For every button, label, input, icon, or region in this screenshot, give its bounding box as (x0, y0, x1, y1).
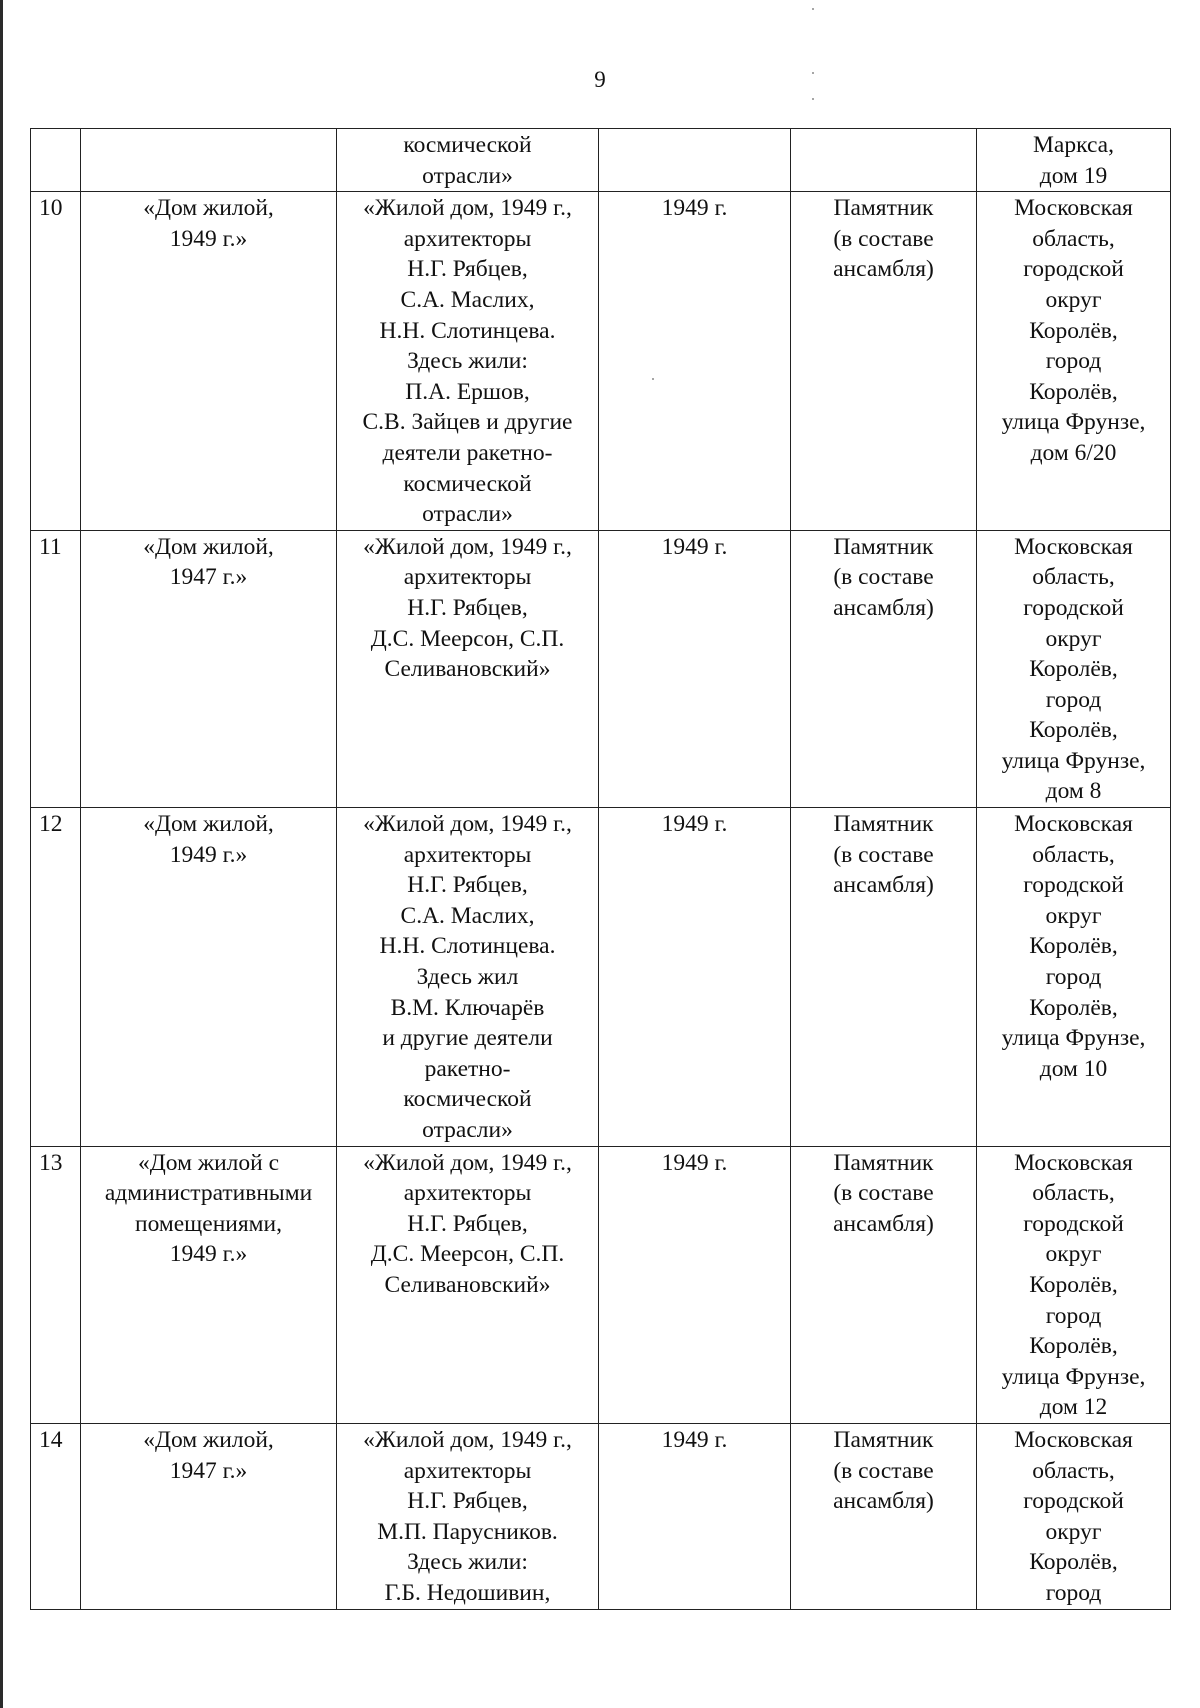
category-cell (791, 1146, 977, 1423)
dating-cell (599, 530, 791, 807)
object-name-line: 1949 г.» (169, 841, 248, 868)
address-line: область, (1032, 1180, 1115, 1207)
address-line: Королёв, (1029, 656, 1118, 683)
address-line: округ (1045, 625, 1102, 652)
address-line: дом 8 (1045, 778, 1102, 805)
historical-name-line: Д.С. Меерсон, С.П. (370, 625, 565, 652)
address-line: город (1045, 686, 1102, 713)
address-line: дом 19 (1039, 162, 1108, 189)
row-number-cell (31, 808, 81, 1147)
monuments-table (30, 128, 1171, 1610)
historical-name-line: «Жилой дом, 1949 г., (363, 1426, 572, 1453)
historical-name-line: Н.Г. Рябцев, (407, 594, 528, 621)
address-line: Королёв, (1029, 1271, 1118, 1298)
address-line: Московская (1014, 195, 1133, 222)
historical-name-cell (337, 129, 599, 192)
address-line: улица Фрунзе, (1001, 1025, 1146, 1052)
historical-name-line: Г.Б. Недошивин, (384, 1579, 551, 1606)
address-line: область, (1032, 564, 1115, 591)
category-line: Памятник (833, 1426, 934, 1453)
historical-name-line: ракетно- (424, 1055, 511, 1082)
historical-name-line: В.М. Ключарёв (390, 994, 545, 1021)
category-line: (в составе (833, 1457, 934, 1484)
address-line: округ (1045, 1518, 1102, 1545)
row-number-cell (31, 129, 81, 192)
category-line: ансамбля) (833, 256, 934, 283)
table-row (31, 129, 1171, 192)
row-number-cell (31, 1146, 81, 1423)
address-line: улица Фрунзе, (1001, 409, 1146, 436)
category-line: (в составе (833, 564, 934, 591)
object-name-line: помещениями, (135, 1210, 282, 1237)
historical-name-line: космической (403, 470, 532, 497)
row-number: 14 (39, 1426, 63, 1453)
historical-name-cell (337, 1423, 599, 1609)
historical-name-line: П.А. Ершов, (405, 378, 530, 405)
address-line: Московская (1014, 533, 1133, 560)
category-line: Памятник (833, 195, 934, 222)
historical-name-line: и другие деятели (382, 1025, 553, 1052)
object-name-line: «Дом жилой, (143, 1426, 274, 1453)
row-number: 12 (39, 811, 63, 838)
address-line: городской (1023, 256, 1124, 283)
address-line: Московская (1014, 1426, 1133, 1453)
table-row (31, 1146, 1171, 1423)
address-line: округ (1045, 1241, 1102, 1268)
address-line: улица Фрунзе, (1001, 747, 1146, 774)
address-line: дом 6/20 (1030, 439, 1117, 466)
object-name-cell (81, 129, 337, 192)
address-line: городской (1023, 872, 1124, 899)
address-line: Королёв, (1029, 1333, 1118, 1360)
dating-cell (599, 129, 791, 192)
scan-left-border (0, 0, 3, 1708)
historical-name-line: космической (403, 132, 532, 158)
address-line: Королёв, (1029, 317, 1118, 344)
row-number-cell (31, 192, 81, 531)
historical-name-cell (337, 530, 599, 807)
table-row (31, 530, 1171, 807)
address-cell (977, 1146, 1171, 1423)
address-line: округ (1045, 286, 1102, 313)
object-name-line: 1947 г.» (169, 564, 248, 591)
historical-name-line: космической (403, 1086, 532, 1113)
scan-speck (812, 8, 814, 10)
historical-name-line: Н.Г. Рябцев, (407, 872, 528, 899)
address-line: дом 10 (1039, 1055, 1108, 1082)
category-line: Памятник (833, 1149, 934, 1176)
category-line: ансамбля) (833, 1210, 934, 1237)
address-line: город (1045, 1579, 1102, 1606)
historical-name-cell (337, 192, 599, 531)
table-row (31, 192, 1171, 531)
address-line: город (1045, 964, 1102, 991)
address-line: Королёв, (1029, 378, 1118, 405)
address-cell (977, 192, 1171, 531)
category-line: Памятник (833, 811, 934, 838)
table-row (31, 1423, 1171, 1609)
historical-name-line: С.В. Зайцев и другие (362, 409, 573, 436)
category-cell (791, 530, 977, 807)
historical-name-line: Н.Г. Рябцев, (407, 1488, 528, 1515)
page-number: 9 (594, 67, 606, 92)
address-cell (977, 808, 1171, 1147)
category-line: ансамбля) (833, 1488, 934, 1515)
address-line: Московская (1014, 811, 1133, 838)
object-name-line: 1949 г.» (169, 225, 248, 252)
object-name-line: 1947 г.» (169, 1457, 248, 1484)
address-line: Королёв, (1029, 1549, 1118, 1576)
address-line: Королёв, (1029, 717, 1118, 744)
category-cell (791, 1423, 977, 1609)
address-line: Королёв, (1029, 994, 1118, 1021)
row-number-cell (31, 530, 81, 807)
historical-name-line: архитекторы (403, 841, 532, 868)
historical-name-line: «Жилой дом, 1949 г., (363, 811, 572, 838)
category-cell (791, 192, 977, 531)
historical-name-line: отрасли» (422, 162, 513, 189)
historical-name-line: Селивановский» (384, 656, 551, 683)
historical-name-line: Здесь жил (416, 964, 519, 991)
object-name-line: «Дом жилой, (143, 195, 274, 222)
dating-line: 1949 г. (661, 1149, 728, 1176)
address-line: улица Фрунзе, (1001, 1363, 1146, 1390)
category-cell (791, 129, 977, 192)
object-name-cell (81, 192, 337, 531)
address-line: область, (1032, 841, 1115, 868)
historical-name-line: С.А. Маслих, (400, 286, 535, 313)
historical-name-line: архитекторы (403, 225, 532, 252)
historical-name-line: отрасли» (422, 501, 513, 528)
address-line: городской (1023, 594, 1124, 621)
dating-cell (599, 1146, 791, 1423)
historical-name-cell (337, 808, 599, 1147)
dating-cell (599, 192, 791, 531)
historical-name-line: Н.Г. Рябцев, (407, 1210, 528, 1237)
historical-name-line: архитекторы (403, 564, 532, 591)
address-line: город (1045, 1302, 1102, 1329)
historical-name-line: «Жилой дом, 1949 г., (363, 533, 572, 560)
address-line: дом 12 (1039, 1394, 1108, 1421)
dating-line: 1949 г. (661, 811, 728, 838)
historical-name-line: «Жилой дом, 1949 г., (363, 1149, 572, 1176)
object-name-cell (81, 808, 337, 1147)
address-cell (977, 1423, 1171, 1609)
object-name-line: 1949 г.» (169, 1241, 248, 1268)
row-number: 11 (39, 533, 62, 560)
object-name-cell (81, 530, 337, 807)
address-line: город (1045, 348, 1102, 375)
historical-name-line: Здесь жили: (407, 348, 528, 375)
category-line: ансамбля) (833, 872, 934, 899)
dating-line: 1949 г. (661, 533, 728, 560)
category-line: (в составе (833, 841, 934, 868)
address-line: Королёв, (1029, 933, 1118, 960)
dating-line: 1949 г. (661, 195, 728, 222)
category-line: (в составе (833, 1180, 934, 1207)
object-name-cell (81, 1423, 337, 1609)
historical-name-line: Н.Н. Слотинцева. (379, 317, 556, 344)
address-line: округ (1045, 902, 1102, 929)
object-name-line: «Дом жилой, (143, 811, 274, 838)
address-line: область, (1032, 1457, 1115, 1484)
row-number: 10 (39, 195, 63, 222)
table-body (31, 129, 1171, 1610)
historical-name-line: отрасли» (422, 1117, 513, 1143)
scan-speck (812, 98, 814, 100)
historical-name-line: «Жилой дом, 1949 г., (363, 195, 572, 222)
historical-name-line: Здесь жили: (407, 1549, 528, 1576)
address-line: городской (1023, 1210, 1124, 1237)
row-number: 13 (39, 1149, 63, 1176)
object-name-cell (81, 1146, 337, 1423)
category-line: Памятник (833, 533, 934, 560)
historical-name-line: М.П. Парусников. (377, 1518, 558, 1545)
historical-name-line: Н.Г. Рябцев, (407, 256, 528, 283)
dating-cell (599, 1423, 791, 1609)
object-name-line: административными (104, 1180, 313, 1207)
address-line: городской (1023, 1488, 1124, 1515)
address-line: область, (1032, 225, 1115, 252)
dating-cell (599, 808, 791, 1147)
object-name-line: «Дом жилой, (143, 533, 274, 560)
address-cell (977, 129, 1171, 192)
address-line: Маркса, (1033, 132, 1114, 158)
category-cell (791, 808, 977, 1147)
historical-name-cell (337, 1146, 599, 1423)
row-number-cell (31, 1423, 81, 1609)
historical-name-line: Селивановский» (384, 1271, 551, 1298)
historical-name-line: Д.С. Меерсон, С.П. (370, 1241, 565, 1268)
historical-name-line: деятели ракетно- (382, 439, 553, 466)
object-name-line: «Дом жилой с (138, 1149, 279, 1176)
historical-name-line: архитекторы (403, 1180, 532, 1207)
address-cell (977, 530, 1171, 807)
historical-name-line: архитекторы (403, 1457, 532, 1484)
category-line: ансамбля) (833, 594, 934, 621)
historical-name-line: Н.Н. Слотинцева. (379, 933, 556, 960)
address-line: Московская (1014, 1149, 1133, 1176)
dating-line: 1949 г. (661, 1426, 728, 1453)
category-line: (в составе (833, 225, 934, 252)
table-row (31, 808, 1171, 1147)
historical-name-line: С.А. Маслих, (400, 902, 535, 929)
